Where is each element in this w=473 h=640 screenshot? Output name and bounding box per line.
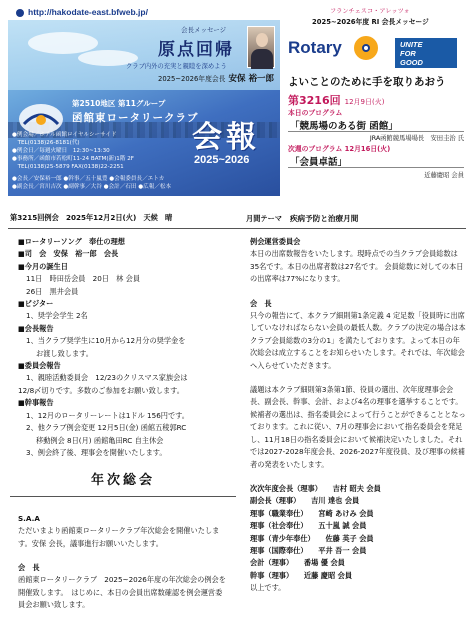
next-program-box — [288, 152, 464, 168]
ri-president-name: フランチェスコ・アレッツォ — [330, 8, 410, 15]
message-author-label: 2025~2026年度会長 — [158, 75, 226, 83]
rotary-wordmark: Rotary — [288, 38, 342, 57]
message-author — [158, 72, 274, 84]
unite-line: UNITE — [400, 40, 423, 49]
committee-report-item: 12/8〆切りです。多数のご参加をお願い致します。 — [18, 385, 184, 395]
today-program-box — [288, 116, 464, 132]
birthday-item: 26日 黒井会員 — [26, 286, 79, 296]
info-line: ●例会場／ホテル函館ロイヤルシーサイド — [12, 132, 117, 138]
president-paragraph: 函館東ロータリークラブ 2025~2026年度の年次総会の例会を開催致します。 はじめに、本日の会員出席数確認を例会運営委員会お願い致します。 — [18, 575, 226, 610]
birthday-heading: ■今月の誕生日 — [18, 261, 68, 271]
section-title-annual-meeting: 年次総会 — [90, 473, 155, 489]
saa-heading: S.A.A — [18, 513, 40, 523]
committee-report-item: 1、親睦活動委員会 12/23のクリスマス家族会は — [26, 373, 188, 383]
info-line: ●会長／安保裕一郎 ●幹事／五十嵐豊 ●会報委員長／エトカ — [12, 176, 165, 182]
info-line: ●事務所／函館市若松町11-24 BATM(新)1階 2F — [12, 156, 134, 162]
today-program-label: 本日のプログラム — [288, 109, 343, 117]
ri-slogan: よいことのために手を取りあおう — [288, 76, 446, 88]
site-url-text[interactable]: http://hakodate-east.bfweb.jp/ — [28, 7, 148, 17]
election-process-paragraph: 議題は本クラブ細則第3条第1節、役員の選出、次年度理事会会長、副会長、幹事、会計、および4名の理事を選挙することです。 候補者の選出は、指名委員会によって行うことができることとなっております。これに従い、7月の理事会において指名委員会を発足し、11月18日の指名委員会において候補決定いたしました。それでは2027-2028年度会長、2026-2027年度役員、及び理事の候補者の発表をいたします。 — [250, 385, 466, 469]
roster-item: 理事（青少年奉仕） 佐藤 英子 会員 — [250, 533, 374, 543]
info-line: TEL(0138)25-5879 FAX(0138)22-2251 — [12, 164, 124, 170]
monthly-theme-text: 疾病予防と治療月間 — [289, 214, 359, 223]
visitor-heading: ■ビジター — [18, 299, 54, 309]
roster-item: 理事（社会奉仕） 五十嵐 誠 会員 — [250, 521, 367, 531]
president-paragraph: 只今の報告にて、本クラブ細則第1条定義 4 定足数「役員時に出席していなければならない会員の最低人数。クラブの決定の場合は本クラブ会員総数の3分の1」を満たしております。よって本日の年次総会は成立することをお知らせいたします。それでは、年次総会へ入らせていただきます。 — [250, 311, 466, 370]
info-line: ●副会長／宮川吉次 ●副幹事／大谷 ●会計／石田 ●広報／松本 — [12, 184, 172, 190]
section-divider — [10, 496, 236, 497]
today-program-title: 「競馬場のある街 函館」 — [290, 121, 398, 132]
roster-item: 幹事（理事） 近藤 慶昭 会員 — [250, 570, 353, 580]
divider — [8, 228, 466, 229]
roster-item: 理事（国際奉仕） 平井 吾一 会員 — [250, 545, 367, 555]
issue-date: 12月9日(火) — [344, 98, 385, 106]
ri-theme-year: 2025~2026年度 RI 会長メッセージ — [312, 18, 429, 26]
secretary-report-heading: ■幹事報告 — [18, 398, 54, 408]
right-column — [250, 236, 466, 595]
saa-paragraph: ただいまより函館東ロータリークラブ年次総会を開催いたします。安保 会長，議事進行お願いいたします。 — [18, 526, 220, 548]
message-author-name: 安保 裕一郎 — [228, 74, 274, 84]
info-line: ●例会日／毎週火曜日 12:30~13:30 — [12, 148, 110, 154]
secretary-report-item: 3、例会終了後、理事会を開催いたします。 — [26, 447, 167, 457]
message-subtitle: クラブ内外の充実と親睦を深めよう — [126, 63, 227, 70]
committee-report-heading: ■委員会報告 — [18, 361, 61, 371]
monthly-theme-label: 月間テーマ — [246, 214, 282, 223]
closing-line: 以上です。 — [250, 583, 286, 593]
secretary-report-item: 移動例会 8日(月) 函館亀田RC 自主休会 — [36, 435, 164, 445]
president-report-item: お渡し致します。 — [36, 348, 93, 358]
president-report-item: 1、当クラブ奨学生に10月から12月分の奨学金を — [26, 336, 186, 346]
secretary-report-item: 1、12月のロータリーレートは1ドル 156円です。 — [26, 410, 189, 420]
issue-number — [288, 92, 384, 108]
president-heading: 会 長 — [18, 562, 40, 572]
district-label: 第2510地区 第11グループ — [72, 99, 166, 108]
birthday-item: 11日 時田岳会員 20日 林 会員 — [26, 274, 141, 284]
chair-line: ■司 会 安保 裕一郎 会長 — [18, 249, 119, 259]
bulletin-years: 2025~2026 — [194, 154, 250, 166]
meeting-info: 第3215回例会 2025年12月2日(火) 天候 晴 — [10, 213, 173, 222]
rotary-logo — [288, 34, 394, 64]
header-banner — [8, 20, 280, 196]
site-url[interactable] — [16, 7, 148, 17]
cloud-shape — [28, 32, 98, 54]
info-line: TEL(0138)26-8181(代) — [12, 140, 80, 146]
next-program-speaker: 近藤慶昭 会員 — [424, 172, 464, 179]
unite-line: GOOD — [400, 58, 423, 67]
president-photo — [247, 26, 275, 68]
club-name: 函館東ロータリークラブ — [72, 112, 199, 124]
ops-committee-heading: 例会運営委員会 — [250, 237, 301, 246]
next-program-title: 「会員卓話」 — [290, 157, 348, 168]
visitor-item: 1、奨学会学生 2名 — [26, 311, 88, 321]
photo-suit — [251, 49, 273, 69]
unite-for-good-logo — [395, 38, 457, 68]
monthly-theme — [246, 213, 358, 224]
rotary-wheel-icon — [354, 36, 378, 60]
left-column — [18, 236, 228, 612]
song-line: ■ロータリーソング 奉仕の理想 — [18, 237, 125, 246]
bulletin-title: 会報 — [192, 120, 260, 155]
message-label: 会長メッセージ — [181, 26, 227, 34]
secretary-report-item: 2、他クラブ例会変更 12月5日(金) 函館五稜郭RC — [26, 423, 187, 433]
roster-item: 会計（理事） 番場 優 会員 — [250, 558, 345, 568]
president-report-heading: ■会長報告 — [18, 323, 54, 333]
unite-line: FOR — [400, 49, 416, 58]
photo-face — [256, 33, 268, 47]
message-title: 原点回帰 — [158, 40, 234, 60]
roster-item: 次次年度会長（理事） 吉村 昭夫 会員 — [250, 483, 381, 493]
next-program-label: 次週のプログラム 12月16日(火) — [288, 145, 391, 153]
roster-item: 理事（職業奉仕） 宮崎 あけみ 会員 — [250, 508, 374, 518]
globe-icon — [16, 9, 24, 17]
today-program-speaker: JRA函館競馬場場長 安田圭治 氏 — [369, 135, 464, 142]
president-heading: 会 長 — [250, 298, 272, 308]
ops-committee-paragraph: 本日の出席数報告をいたします。現時点での当クラブ会員総数は35名です。本日の出席者数は27名です。 会員総数に対しての本日の出席率は77%になります。 — [250, 249, 464, 284]
roster-item: 副会長（理事） 吉川 達也 会員 — [250, 496, 360, 506]
issue-number-text: 第3216回 — [288, 94, 341, 107]
